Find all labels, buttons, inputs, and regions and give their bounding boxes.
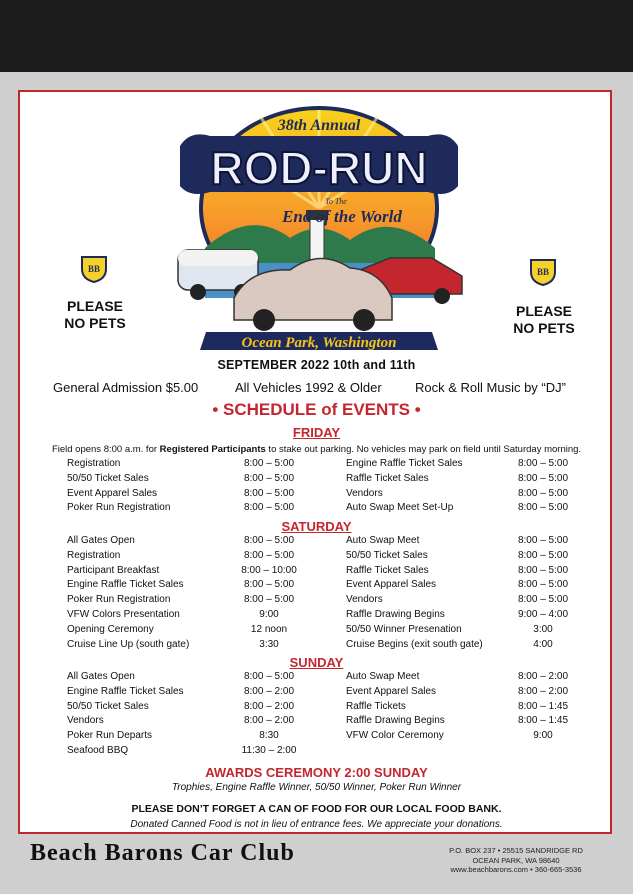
event-time: 8:00 – 5:00 <box>517 564 569 576</box>
event-name: 50/50 Winner Presenation <box>346 623 462 635</box>
club-address: P.O. BOX 237 • 25515 SANDRIDGE RD OCEAN PARK, WA 98640 www.beachbarons.com • 360-665-3536 <box>449 846 583 874</box>
food-bank-note: PLEASE DON’T FORGET A CAN OF FOOD FOR OUR LOCAL FOOD BANK. <box>131 803 502 815</box>
event-time: 4:00 <box>533 638 553 650</box>
event-time: 8:00 – 5:00 <box>243 579 295 591</box>
event-time: 8:00 – 1:45 <box>517 700 569 712</box>
event-time: 12 noon <box>250 623 288 635</box>
event-name: 50/50 Ticket Sales <box>67 472 149 484</box>
event-time: 8:00 – 5:00 <box>517 458 569 469</box>
rod-run-logo <box>170 98 468 360</box>
event-name: Auto Swap Meet Set-Up <box>346 502 454 514</box>
event-time: 3:00 <box>533 623 553 635</box>
event-name: VFW Color Ceremony <box>346 730 444 742</box>
event-time: 9:00 <box>259 609 279 620</box>
event-time: 8:00 – 2:00 <box>517 671 569 682</box>
event-time: 3:30 <box>259 638 279 650</box>
event-time: 8:00 – 5:00 <box>243 487 295 499</box>
event-time: 8:00 – 2:00 <box>517 685 569 697</box>
event-name: Registration <box>67 458 121 469</box>
field-note: Field opens 8:00 a.m. for Registered Participants to stake out parking. No vehicles may park on field until Saturday morning. <box>51 444 582 455</box>
logo-subtitle: End of the World <box>282 207 402 226</box>
event-name: Engine Raffle Ticket Sales <box>67 685 184 697</box>
event-time: 8:00 – 5:00 <box>517 579 569 591</box>
event-time: 8:00 – 10:00 <box>241 564 297 576</box>
event-name: Raffle Ticket Sales <box>346 472 429 484</box>
event-name: Participant Breakfast <box>67 564 160 576</box>
event-name: Registration <box>67 549 121 561</box>
event-name: VFW Colors Presentation <box>67 609 180 620</box>
event-name: Cruise Begins (exit south gate) <box>346 638 483 650</box>
vehicle-rule: All Vehicles 1992 & Older <box>235 380 382 395</box>
event-name: Raffle Ticket Sales <box>346 564 429 576</box>
event-time: 8:00 – 5:00 <box>517 594 569 606</box>
event-name: Raffle Drawing Begins <box>346 609 445 620</box>
event-time: 8:00 – 5:00 <box>243 671 295 682</box>
general-admission: General Admission $5.00 <box>53 380 199 395</box>
event-time: 8:00 – 5:00 <box>517 487 569 499</box>
trophies-list: Trophies, Engine Raffle Winner, 50/50 Winner, Poker Run Winner <box>171 782 462 793</box>
event-name: Event Apparel Sales <box>346 685 437 697</box>
event-name: Engine Raffle Ticket Sales <box>67 579 184 591</box>
day-sunday: SUNDAY <box>289 655 344 670</box>
svg-text:BB: BB <box>536 267 550 277</box>
club-name: Beach Barons Car Club <box>30 840 295 866</box>
schedule-title: • SCHEDULE of EVENTS • <box>212 400 421 419</box>
event-name: All Gates Open <box>67 535 135 546</box>
awards-ceremony: AWARDS CEREMONY 2:00 SUNDAY <box>205 765 428 780</box>
event-name: Auto Swap Meet <box>346 671 420 682</box>
event-date: SEPTEMBER 2022 10th and 11th <box>217 358 416 372</box>
event-name: Event Apparel Sales <box>67 487 158 499</box>
event-time: 8:00 – 5:00 <box>517 502 569 514</box>
event-time: 8:00 – 1:45 <box>517 715 569 727</box>
event-name: Raffle Tickets <box>346 700 406 712</box>
logo-to-the: To The <box>325 197 347 206</box>
event-time: 8:00 – 5:00 <box>517 535 569 546</box>
logo-title: ROD-RUN <box>210 142 428 194</box>
event-name: Engine Raffle Ticket Sales <box>346 458 463 469</box>
event-time: 8:00 – 5:00 <box>243 472 295 484</box>
event-time: 11:30 – 2:00 <box>241 745 297 756</box>
event-time: 8:00 – 5:00 <box>243 549 295 561</box>
day-friday: FRIDAY <box>292 425 341 440</box>
event-name: Vendors <box>67 715 104 727</box>
event-name: Seafood BBQ <box>67 745 129 756</box>
top-dark-bar <box>0 0 633 72</box>
event-name: Raffle Drawing Begins <box>346 715 445 727</box>
logo-annual: 38th Annual <box>277 117 361 134</box>
event-name: Auto Swap Meet <box>346 535 420 546</box>
event-name: Poker Run Registration <box>67 594 171 606</box>
event-time: 8:00 – 5:00 <box>517 549 569 561</box>
event-name: Cruise Line Up (south gate) <box>67 638 190 650</box>
event-time: 9:00 <box>533 730 553 742</box>
event-time: 8:00 – 5:00 <box>517 472 569 484</box>
event-time: 8:30 <box>259 730 279 742</box>
event-name: 50/50 Ticket Sales <box>67 700 149 712</box>
event-name: Poker Run Registration <box>67 502 171 514</box>
event-time: 8:00 – 2:00 <box>243 685 295 697</box>
event-name: Event Apparel Sales <box>346 579 437 591</box>
event-name: All Gates Open <box>67 671 135 682</box>
event-time: 8:00 – 2:00 <box>243 700 295 712</box>
logo-location: Ocean Park, Washington <box>241 335 397 351</box>
event-name: Vendors <box>346 487 383 499</box>
no-pets-right: PLEASE NO PETS <box>513 303 575 336</box>
day-saturday: SATURDAY <box>281 519 352 534</box>
event-name: Opening Ceremony <box>67 623 154 635</box>
event-time: 8:00 – 5:00 <box>243 458 295 469</box>
club-shield-icon-left <box>79 255 109 283</box>
club-shield-icon-right <box>528 258 558 286</box>
event-time: 8:00 – 5:00 <box>243 502 295 514</box>
event-name: 50/50 Ticket Sales <box>346 549 428 561</box>
event-time: 9:00 – 4:00 <box>517 609 569 620</box>
donation-note: Donated Canned Food is not in lieu of entrance fees. We appreciate your donations. <box>130 819 503 830</box>
event-name: Poker Run Departs <box>67 730 153 742</box>
music-note: Rock & Roll Music by “DJ” <box>415 380 566 395</box>
event-time: 8:00 – 5:00 <box>243 535 295 546</box>
event-time: 8:00 – 5:00 <box>243 594 295 606</box>
event-name: Vendors <box>346 594 383 606</box>
event-time: 8:00 – 2:00 <box>243 715 295 727</box>
no-pets-left: PLEASE NO PETS <box>64 298 126 331</box>
svg-text:BB: BB <box>87 264 101 274</box>
